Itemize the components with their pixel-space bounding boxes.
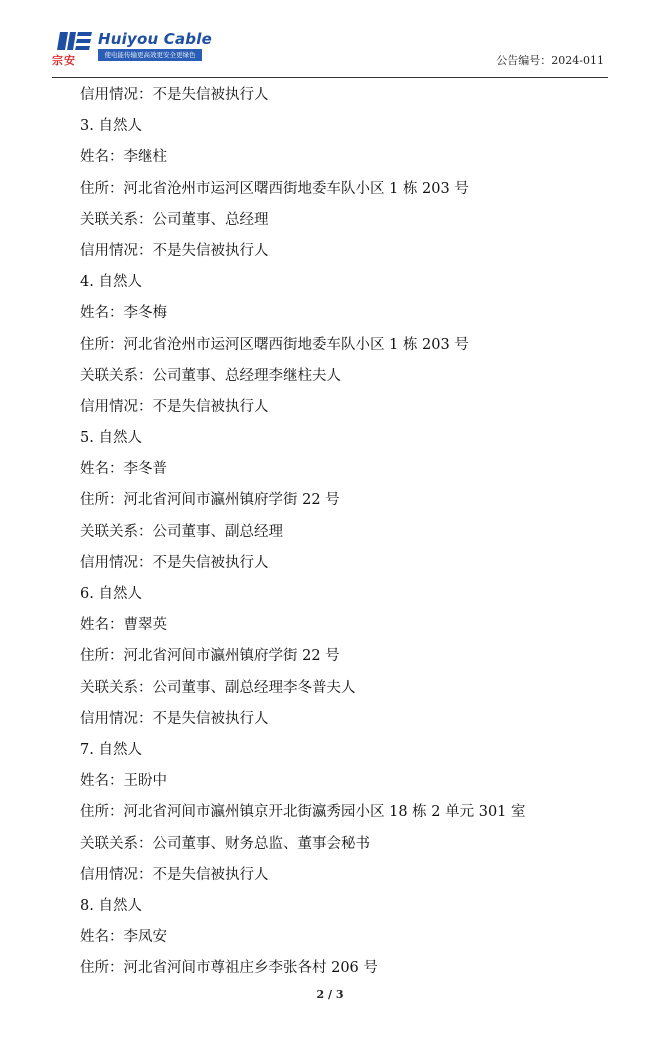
page-number: 2 / 3: [316, 988, 344, 1001]
credit-status-line: 信用情况：不是失信被执行人: [80, 242, 269, 259]
relationship-line: 关联关系：公司董事、总经理: [80, 211, 269, 228]
relationship-line: 关联关系：公司董事、副总经理李冬普夫人: [80, 679, 356, 696]
name-line: 姓名：李凤安: [80, 929, 167, 946]
credit-status-line: 信用情况：不是失信被执行人: [80, 710, 269, 727]
brand-name-cn: 宗安: [52, 54, 76, 67]
header-divider: [52, 77, 608, 78]
relationship-line: 关联关系：公司董事、总经理李继柱夫人: [80, 367, 341, 384]
relationship-line: 关联关系：公司董事、财务总监、董事会秘书: [80, 835, 370, 852]
relationship-line: 关联关系：公司董事、副总经理: [80, 523, 283, 540]
address-line: 住所：河北省河间市瀛州镇府学街 22 号: [80, 492, 340, 509]
name-line: 姓名：李冬梅: [80, 305, 167, 322]
address-line: 住所：河北省河间市瀛州镇京开北街瀛秀园小区 18 栋 2 单元 301 室: [80, 804, 526, 821]
page-header: [0, 0, 660, 80]
address-line: 住所：河北省河间市瀛州镇府学街 22 号: [80, 648, 340, 665]
section-heading-8: 8. 自然人: [80, 897, 142, 914]
company-logo: [50, 30, 210, 68]
section-heading-7: 7. 自然人: [80, 741, 142, 758]
document-body: [80, 80, 610, 984]
credit-status-line: 信用情况：不是失信被执行人: [80, 554, 269, 571]
announcement-number: 公告编号：2024-011: [496, 54, 604, 67]
credit-status-line: 信用情况：不是失信被执行人: [80, 398, 269, 415]
address-line: 住所：河北省沧州市运河区曙西街地委车队小区 1 栋 203 号: [80, 336, 469, 353]
credit-status-line: 信用情况：不是失信被执行人: [80, 866, 269, 883]
name-line: 姓名：曹翠英: [80, 617, 167, 634]
brand-slogan: 使电能传输更高效更安全更绿色: [98, 49, 202, 61]
credit-status-line: 信用情况：不是失信被执行人: [80, 87, 269, 103]
section-heading-6: 6. 自然人: [80, 586, 142, 602]
section-heading-3: 3. 自然人: [80, 118, 142, 135]
address-line: 住所：河北省沧州市运河区曙西街地委车队小区 1 栋 203 号: [80, 180, 469, 197]
name-line: 姓名：李冬普: [80, 461, 167, 478]
section-heading-4: 4. 自然人: [80, 274, 142, 291]
name-line: 姓名：王盼中: [80, 773, 167, 790]
address-line: 住所：河北省河间市尊祖庄乡李张各村 206 号: [80, 960, 378, 977]
name-line: 姓名：李继柱: [80, 149, 167, 166]
brand-name-en: Huiyou Cable: [98, 30, 212, 48]
section-heading-5: 5. 自然人: [80, 430, 142, 447]
